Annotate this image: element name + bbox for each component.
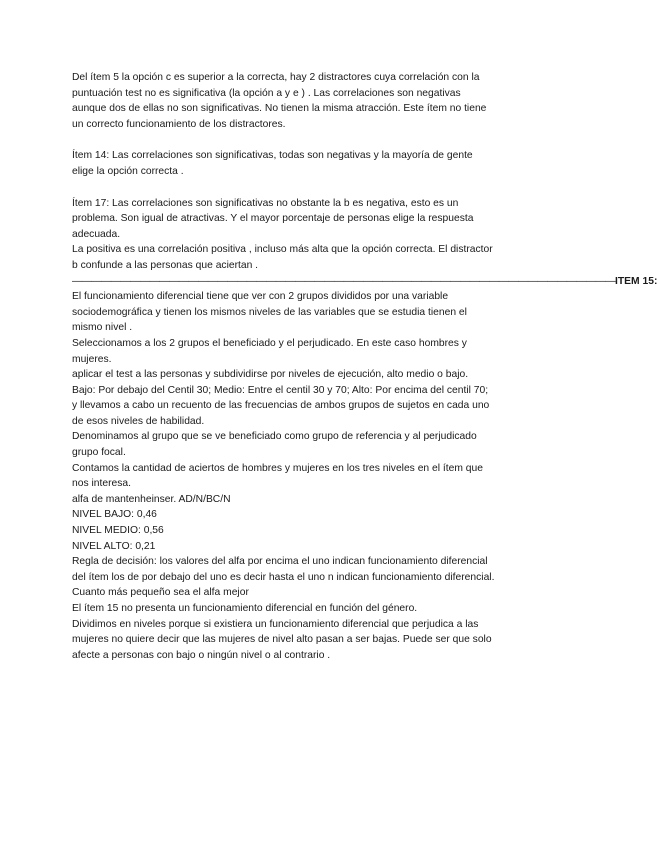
text-line: aunque dos de ellas no son significativas. No tienen la misma atracción. Este ítem no tiene: [72, 103, 487, 115]
text-line: y llevamos a cabo un recuento de las frecuencias de ambos grupos de sujetos en cada uno: [72, 400, 490, 412]
text-line: afecte a personas con bajo o ningún nivel o al contrario .: [72, 649, 331, 661]
text-line: Ítem 14: Las correlaciones son significativas, todas son negativas y la mayoría de gente: [72, 150, 473, 162]
text-line: El ítem 15 no presenta un funcionamiento diferencial en función del género.: [72, 603, 418, 614]
text-line: nos interesa.: [72, 478, 131, 490]
separator-line: [72, 274, 657, 290]
text-line: NIVEL MEDIO: 0,56: [72, 525, 164, 537]
text-line: Dividimos en niveles porque si existiera un funcionamiento diferencial que perjudica a las: [72, 618, 479, 630]
text-line: mujeres.: [72, 353, 112, 365]
text-line: mujeres no quiere decir que las mujeres de nivel alto pasan a ser bajas. Puede ser que solo: [72, 634, 492, 646]
text-line: NIVEL BAJO: 0,46: [72, 509, 157, 521]
text-line: del ítem los de por debajo del uno es decir hasta el uno n indican funcionamiento diferencial.: [72, 571, 495, 583]
paragraph-gap: [72, 180, 534, 196]
text-line: Regla de decisión: los valores del alfa por encima el uno indican funcionamiento diferencial: [72, 556, 488, 568]
text-line: Bajo: Por debajo del Centil 30; Medio: Entre el centil 30 y 70; Alto: Por encima del centil 70;: [72, 384, 489, 396]
text-line: Cuanto más pequeño sea el alfa mejor: [72, 587, 249, 599]
text-line: elige la opción correcta .: [72, 165, 184, 177]
text-line: sociodemográfica y tienen los mismos niveles de las variables que se estudia tienen el: [72, 306, 467, 318]
text-line: Contamos la cantidad de aciertos de hombres y mujeres en los tres niveles en el ítem que: [72, 462, 483, 474]
text-line: mismo nivel .: [72, 322, 133, 334]
text-line: aplicar el test a las personas y subdividirse por niveles de ejecución, alto medio o bajo.: [72, 369, 469, 381]
text-line: problema. Son igual de atractivas. Y el mayor porcentaje de personas elige la respuesta: [72, 213, 474, 225]
document-body: [72, 70, 657, 663]
item-15-heading: ITEM 15:: [615, 275, 657, 287]
text-line: Seleccionamos a los 2 grupos el beneficiado y el perjudicado. En este caso hombres y: [72, 337, 467, 349]
text-line: La positiva es una correlación positiva , incluso más alta que la opción correcta. El distractor: [72, 244, 493, 256]
text-line: alfa de mantenheinser. AD/N/BC/N: [72, 493, 231, 505]
text-line: b confunde a las personas que aciertan .: [72, 259, 259, 271]
text-line: puntuación test no es significativa (la opción a y e ) . Las correlaciones son negativas: [72, 87, 461, 99]
text-line: El funcionamiento diferencial tiene que ver con 2 grupos divididos por una variable: [72, 291, 449, 303]
text-line: Ítem 17: Las correlaciones son significativas no obstante la b es negativa, esto es un: [72, 197, 459, 209]
paragraph-item-5: [72, 70, 534, 132]
text-line: grupo focal.: [72, 447, 126, 459]
paragraph-item-17: [72, 196, 534, 274]
text-line: Denominamos al grupo que se ve beneficiado como grupo de referencia y al perjudicado: [72, 431, 477, 443]
paragraph-item-15: [72, 289, 534, 663]
text-line: un correcto funcionamiento de los distractores.: [72, 118, 286, 130]
separator-dashes: ————————————————————————————————————————————————————————: [72, 275, 616, 287]
paragraph-item-14: [72, 148, 534, 179]
text-line: de esos niveles de habilidad.: [72, 415, 205, 427]
text-line: adecuada.: [72, 228, 121, 240]
text-line: Del ítem 5 la opción c es superior a la correcta, hay 2 distractores cuya correlación con la: [72, 72, 480, 83]
text-line: NIVEL ALTO: 0,21: [72, 540, 156, 552]
paragraph-gap: [72, 132, 534, 148]
